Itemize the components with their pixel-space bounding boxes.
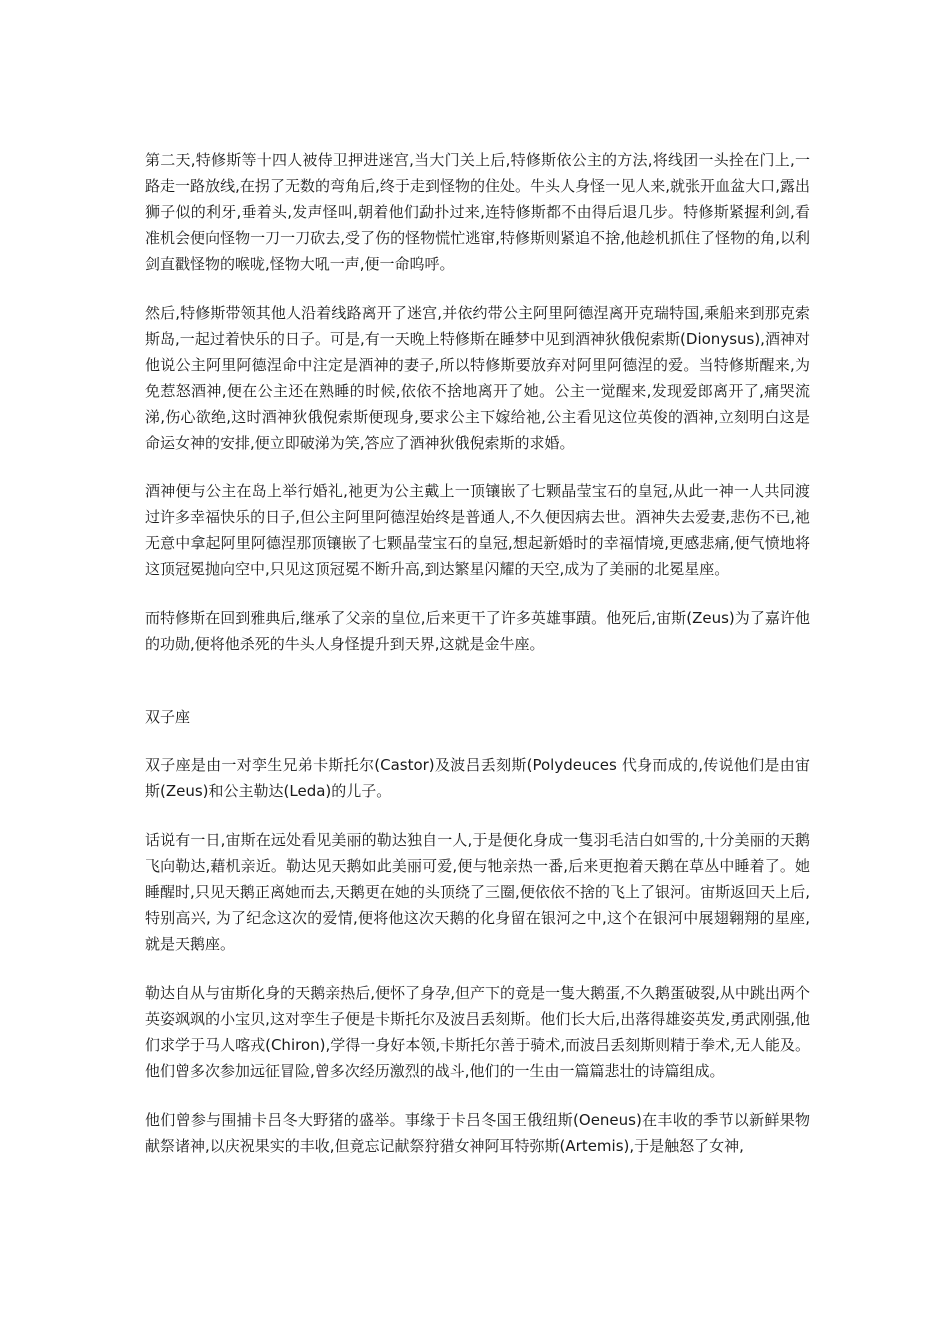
paragraph-twins-youth: 勒达自从与宙斯化身的天鹅亲热后,便怀了身孕,但产下的竟是一隻大鹅蛋,不久鹅蛋破裂,从中跳出两个英姿飒飒的小宝贝,这对孪生子便是卡斯托尔及波吕丢刻斯。他们长大后,出落得雄姿英发,勇武刚强,他们求学于马人喀戎(Chiron),学得一身好本领,卡斯托尔善于骑术,而波吕丢刻斯则精于拳术,无人能及。他们曾多次参加远征冒险,曾多次经历激烈的战斗,他们的一生由一篇篇悲壮的诗篇组成。 <box>145 984 810 1080</box>
paragraph-cygnus: 话说有一日,宙斯在远处看见美丽的勒达独自一人,于是便化身成一隻羽毛洁白如雪的,十分美丽的天鹅飞向勒达,藉机亲近。勒达见天鹅如此美丽可爱,便与牠亲热一番,后来更抱着天鹅在草丛中睡着了。她睡醒时,只见天鹅正离她而去,天鹅更在她的头顶绕了三圈,便依依不捨的飞上了银河。宙斯返回天上后,特别高兴, 为了纪念这次的爱情,便将他这次天鹅的化身留在银河之中,这个在银河中展翅翱翔的星座,就是天鹅座。 <box>145 831 810 953</box>
paragraph-corona-borealis: 酒神便与公主在岛上举行婚礼,祂更为公主戴上一顶镶嵌了七颗晶莹宝石的皇冠,从此一神一人共同渡过许多幸福快乐的日子,但公主阿里阿德涅始终是普通人,不久便因病去世。酒神失去爱妻,悲伤不已,祂无意中拿起阿里阿德涅那顶镶嵌了七颗晶莹宝石的皇冠,想起新婚时的幸福情境,更感悲痛,便气愤地将这顶冠冕抛向空中,只见这顶冠冕不断升高,到达繁星闪耀的天空,成为了美丽的北冕星座。 <box>145 482 810 578</box>
paragraph-gemini-origin: 双子座是由一对孪生兄弟卡斯托尔(Castor)及波吕丢刻斯(Polydeuces 代身而成的,传说他们是由宙斯(Zeus)和公主勒达(Leda)的儿子。 <box>145 756 810 800</box>
document-body <box>145 147 810 1182</box>
paragraph-theseus-labyrinth: 第二天,特修斯等十四人被侍卫押进迷宫,当大门关上后,特修斯依公主的方法,将线团一头拴在门上,一路走一路放线,在拐了无数的弯角后,终于走到怪物的住处。牛头人身怪一见人来,就张开血盆大口,露出狮子似的利牙,垂着头,发声怪叫,朝着他们勐扑过来,连特修斯都不由得后退几步。特修斯紧握利剑,看准机会便向怪物一刀一刀砍去,受了伤的怪物慌忙逃窜,特修斯则紧追不捨,他趁机抓住了怪物的角,以利剑直戳怪物的喉咙,怪物大吼一声,便一命呜呼。 <box>145 151 810 273</box>
section-heading-gemini: 双子座 <box>145 708 191 726</box>
paragraph-taurus: 而特修斯在回到雅典后,继承了父亲的皇位,后来更干了许多英雄事蹟。他死后,宙斯(Zeus)为了嘉许他的功勋,便将他杀死的牛头人身怪提升到天界,这就是金牛座。 <box>145 609 810 653</box>
paragraph-ariadne-dionysus: 然后,特修斯带领其他人沿着线路离开了迷宫,并依约带公主阿里阿德涅离开克瑞特国,乘船来到那克索斯岛,一起过着快乐的日子。可是,有一天晚上特修斯在睡梦中见到酒神狄俄倪索斯(Dionysus),酒神对他说公主阿里阿德涅命中注定是酒神的妻子,所以特修斯要放弃对阿里阿德涅的爱。当特修斯醒来,为免惹怒酒神,便在公主还在熟睡的时候,依依不捨地离开了她。公主一觉醒来,发现爱郎离开了,痛哭流涕,伤心欲绝,这时酒神狄俄倪索斯便现身,要求公主下嫁给祂,公主看见这位英俊的酒神,立刻明白这是命运女神的安排,便立即破涕为笑,答应了酒神狄俄倪索斯的求婚。 <box>145 304 810 452</box>
paragraph-calydonian-boar: 他们曾参与围捕卡吕冬大野猪的盛举。事缘于卡吕冬国王俄纽斯(Oeneus)在丰收的季节以新鲜果物献祭诸神,以庆祝果实的丰收,但竟忘记献祭狩猎女神阿耳特弥斯(Artemis),于是触怒了女神, <box>145 1111 810 1155</box>
